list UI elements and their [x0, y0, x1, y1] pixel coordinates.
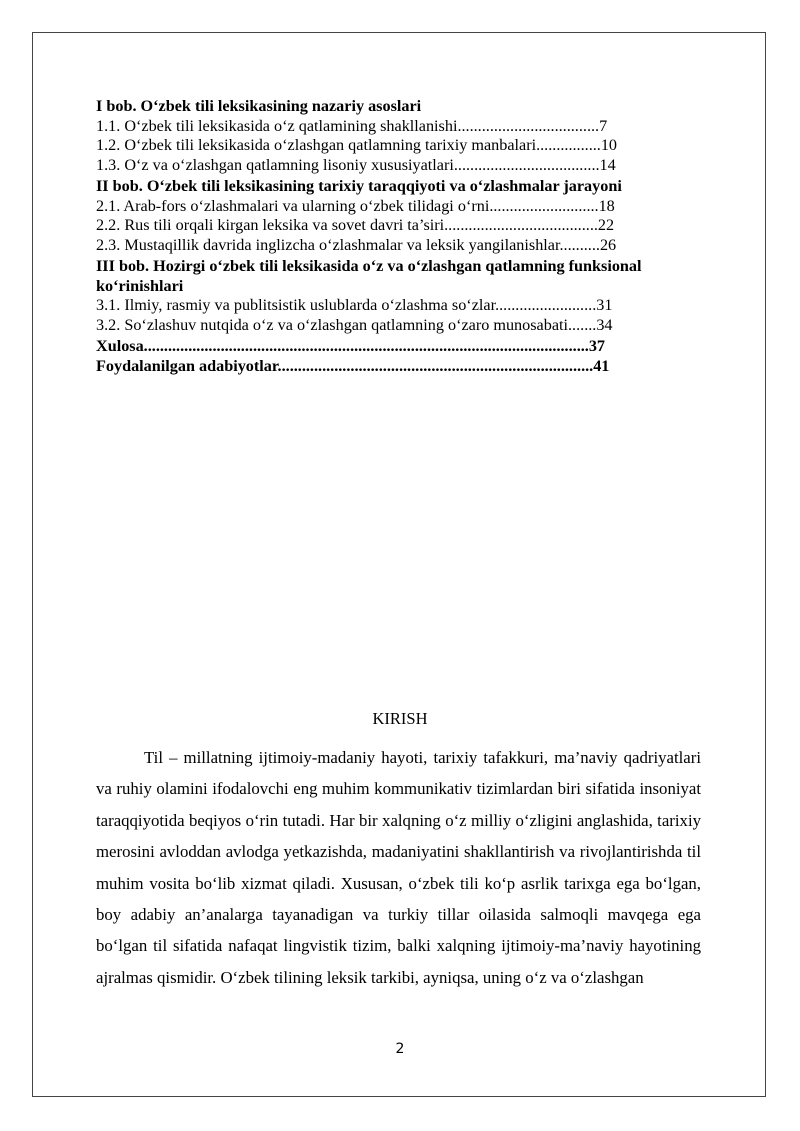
- chapter-3-heading: III bob. Hozirgi o‘zbek tili leksikasida o‘z va o‘zlashgan qatlamning funksional ko‘rinishlari: [96, 257, 642, 295]
- toc-entry-3-1: 3.1. Ilmiy, rasmiy va publitsistik uslublarda o‘zlashma so‘zlar.........................31: [96, 296, 613, 314]
- intro-paragraph: Til – millatning ijtimoiy-madaniy hayoti, tarixiy tafakkuri, ma’naviy qadriyatlari va ruhiy olamini ifodalovchi eng muhim kommunikativ tizimlardan biri sifatida insoniyat taraqqiyotida beqiyos o‘rin tutadi. Har bir xalqning o‘z milliy o‘zligini anglashida, tarixiy merosini avloddan avlodga yetkazishda, madaniyatini shakllantirish va rivojlantirishda til muhim vosita bo‘lib xizmat qiladi. Xususan, o‘zbek tili ko‘p asrlik tarixga ega bo‘lgan, boy adabiy an’analarga tayanadigan va turkiy tillar oilasida salmoqli mavqega ega bo‘lgan til sifatida nafaqat lingvistik tizim, balki xalqning ijtimoiy-ma’naviy hayotining ajralmas qismidir. O‘zbek tilining leksik tarkibi, ayniqsa, uning o‘z va o‘zlashgan: [96, 748, 701, 987]
- intro-title: KIRISH: [372, 709, 428, 728]
- toc-entry-2-1: 2.1. Arab-fors o‘zlashmalari va ularning o‘zbek tilidagi o‘rni...........................18: [96, 196, 615, 215]
- toc-entry-references: Foydalanilgan adabiyotlar..............................................................................41: [96, 356, 610, 375]
- table-of-contents: [96, 97, 701, 376]
- chapter-2-heading: II bob. O‘zbek tili leksikasining tarixiy taraqqiyoti va o‘zlashmalar jarayoni: [96, 177, 622, 195]
- toc-entry-2-3: 2.3. Mustaqillik davrida inglizcha o‘zlashmalar va leksik yangilanishlar..........26: [96, 235, 617, 254]
- chapter-1-heading: I bob. O‘zbek tili leksikasining nazariy asoslari: [96, 97, 422, 115]
- page-number: 2: [395, 1041, 405, 1057]
- toc-entry-conclusion: Xulosa..............................................................................................................37: [96, 337, 606, 355]
- toc-entry-3-2: 3.2. So‘zlashuv nutqida o‘z va o‘zlashgan qatlamning o‘zaro munosabati.......34: [96, 315, 613, 334]
- toc-entry-1-3: 1.3. O‘z va o‘zlashgan qatlamning lisoniy xususiyatlari....................................14: [96, 155, 616, 174]
- toc-entry-2-2: 2.2. Rus tili orqali kirgan leksika va sovet davri ta’siri......................................22: [96, 216, 615, 234]
- toc-entry-1-1: 1.1. O‘zbek tili leksikasida o‘z qatlamining shakllanishi...................................7: [96, 116, 608, 135]
- toc-entry-1-2: 1.2. O‘zbek tili leksikasida o‘zlashgan qatlamning tarixiy manbalari................10: [96, 136, 618, 154]
